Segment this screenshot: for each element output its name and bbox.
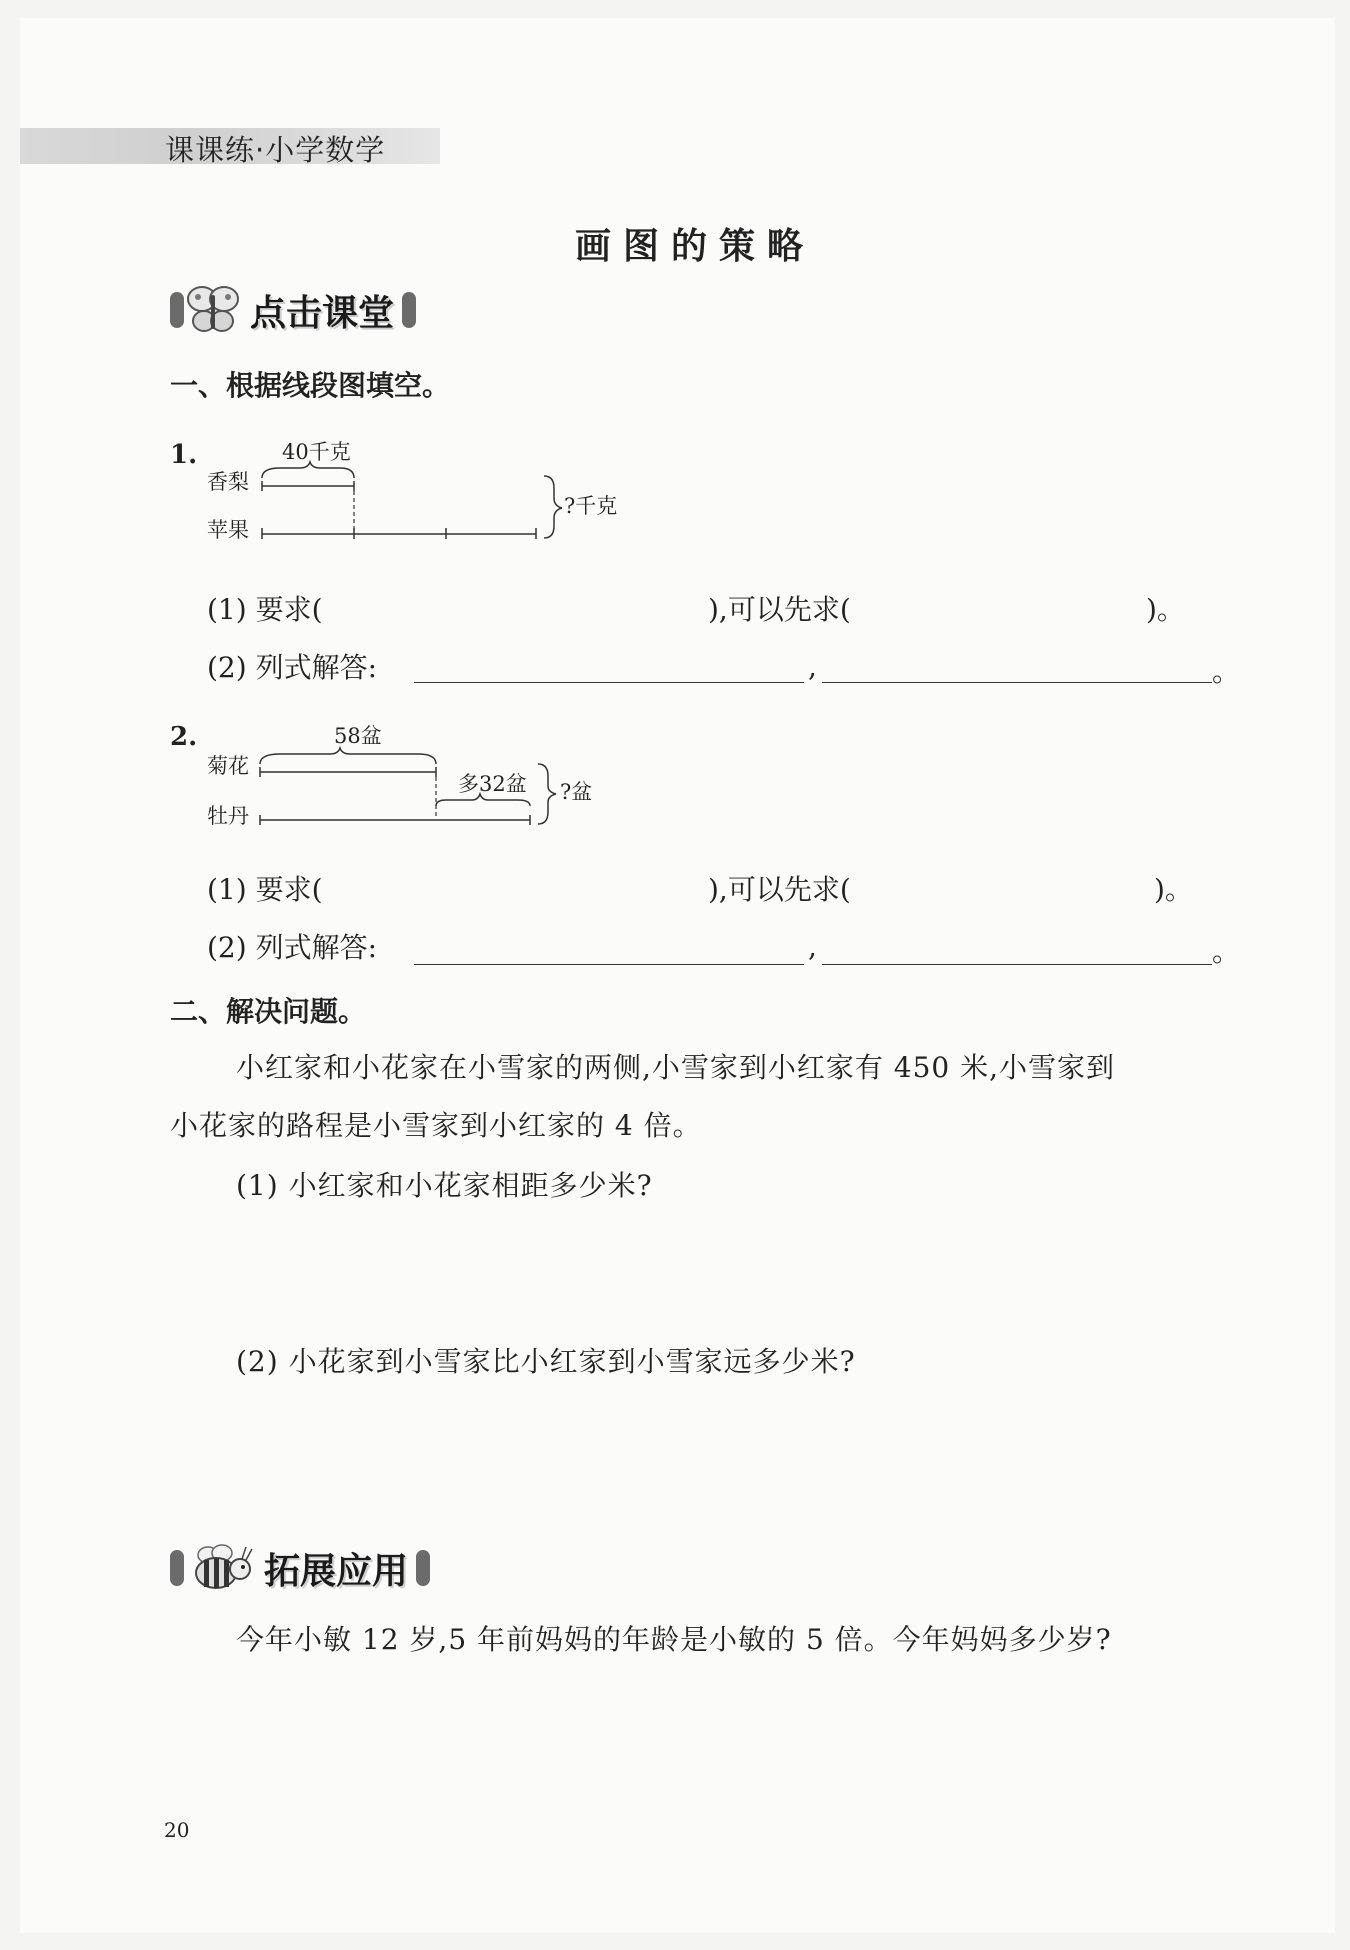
q2-row2-label: 牡丹 (207, 804, 249, 828)
problem-q2: (2) 小花家到小雪家比小红家到小雪家远多少米? (236, 1345, 856, 1378)
q1-segment-diagram (250, 460, 570, 540)
section-banner-classroom (170, 284, 416, 336)
q1-period: 。 (1212, 655, 1241, 688)
q1-part1-mid: ),可以先求( (708, 593, 851, 626)
q1-answer-line-1[interactable] (414, 682, 804, 683)
q2-part2-prefix: (2) 列式解答: (207, 931, 377, 964)
q2-more-label: 多32盆 (458, 772, 527, 796)
section-banner-extension (170, 1542, 430, 1594)
q1-top-value: 40千克 (282, 440, 351, 464)
q2-part1-mid: ),可以先求( (708, 873, 851, 906)
page-title: 画图的策略 (575, 226, 816, 267)
problem-text-line2: 小花家的路程是小雪家到小红家的 4 倍。 (170, 1109, 702, 1142)
q2-part1-prefix: (1) 要求( (207, 873, 323, 906)
q2-period: 。 (1212, 935, 1241, 968)
q2-top-value: 58盆 (334, 724, 382, 748)
q2-answer-line-1[interactable] (414, 964, 804, 965)
section2-heading: 二、解决问题。 (170, 995, 367, 1028)
banner-label: 拓展应用 (264, 1550, 409, 1592)
problem-text-line1: 小红家和小花家在小雪家的两侧,小雪家到小红家有 450 米,小雪家到 (236, 1051, 1116, 1084)
q2-segment-diagram (250, 744, 560, 828)
q2-brace-label: ?盆 (560, 780, 593, 804)
q1-comma: , (808, 650, 817, 683)
banner-right-cap (402, 292, 416, 328)
banner-label: 点击课堂 (250, 292, 395, 334)
q2-answer-line-2[interactable] (822, 964, 1212, 965)
book-header: 课课练·小学数学 (165, 133, 386, 167)
q1-brace-label: ?千克 (564, 494, 618, 518)
q2-number: 2. (170, 722, 198, 752)
q1-number: 1. (170, 440, 198, 470)
bee-icon (184, 1539, 256, 1597)
extension-question: 今年小敏 12 岁,5 年前妈妈的年龄是小敏的 5 倍。今年妈妈多少岁? (236, 1623, 1112, 1656)
banner-left-cap (170, 1550, 184, 1586)
butterfly-icon (184, 281, 242, 339)
q2-part1-end: )。 (1154, 873, 1193, 906)
banner-left-cap (170, 292, 184, 328)
q1-answer-line-2[interactable] (822, 682, 1212, 683)
q1-row1-label: 香梨 (207, 470, 249, 494)
banner-right-cap (416, 1550, 430, 1586)
problem-q1: (1) 小红家和小花家相距多少米? (236, 1169, 653, 1202)
q1-part1-end: )。 (1146, 593, 1185, 626)
section1-heading: 一、根据线段图填空。 (170, 369, 451, 402)
q1-row2-label: 苹果 (207, 518, 249, 542)
q1-part2-prefix: (2) 列式解答: (207, 651, 377, 684)
page-number: 20 (164, 1818, 190, 1842)
q2-row1-label: 菊花 (207, 754, 249, 778)
q1-part1-prefix: (1) 要求( (207, 593, 323, 626)
q2-comma: , (808, 930, 817, 963)
